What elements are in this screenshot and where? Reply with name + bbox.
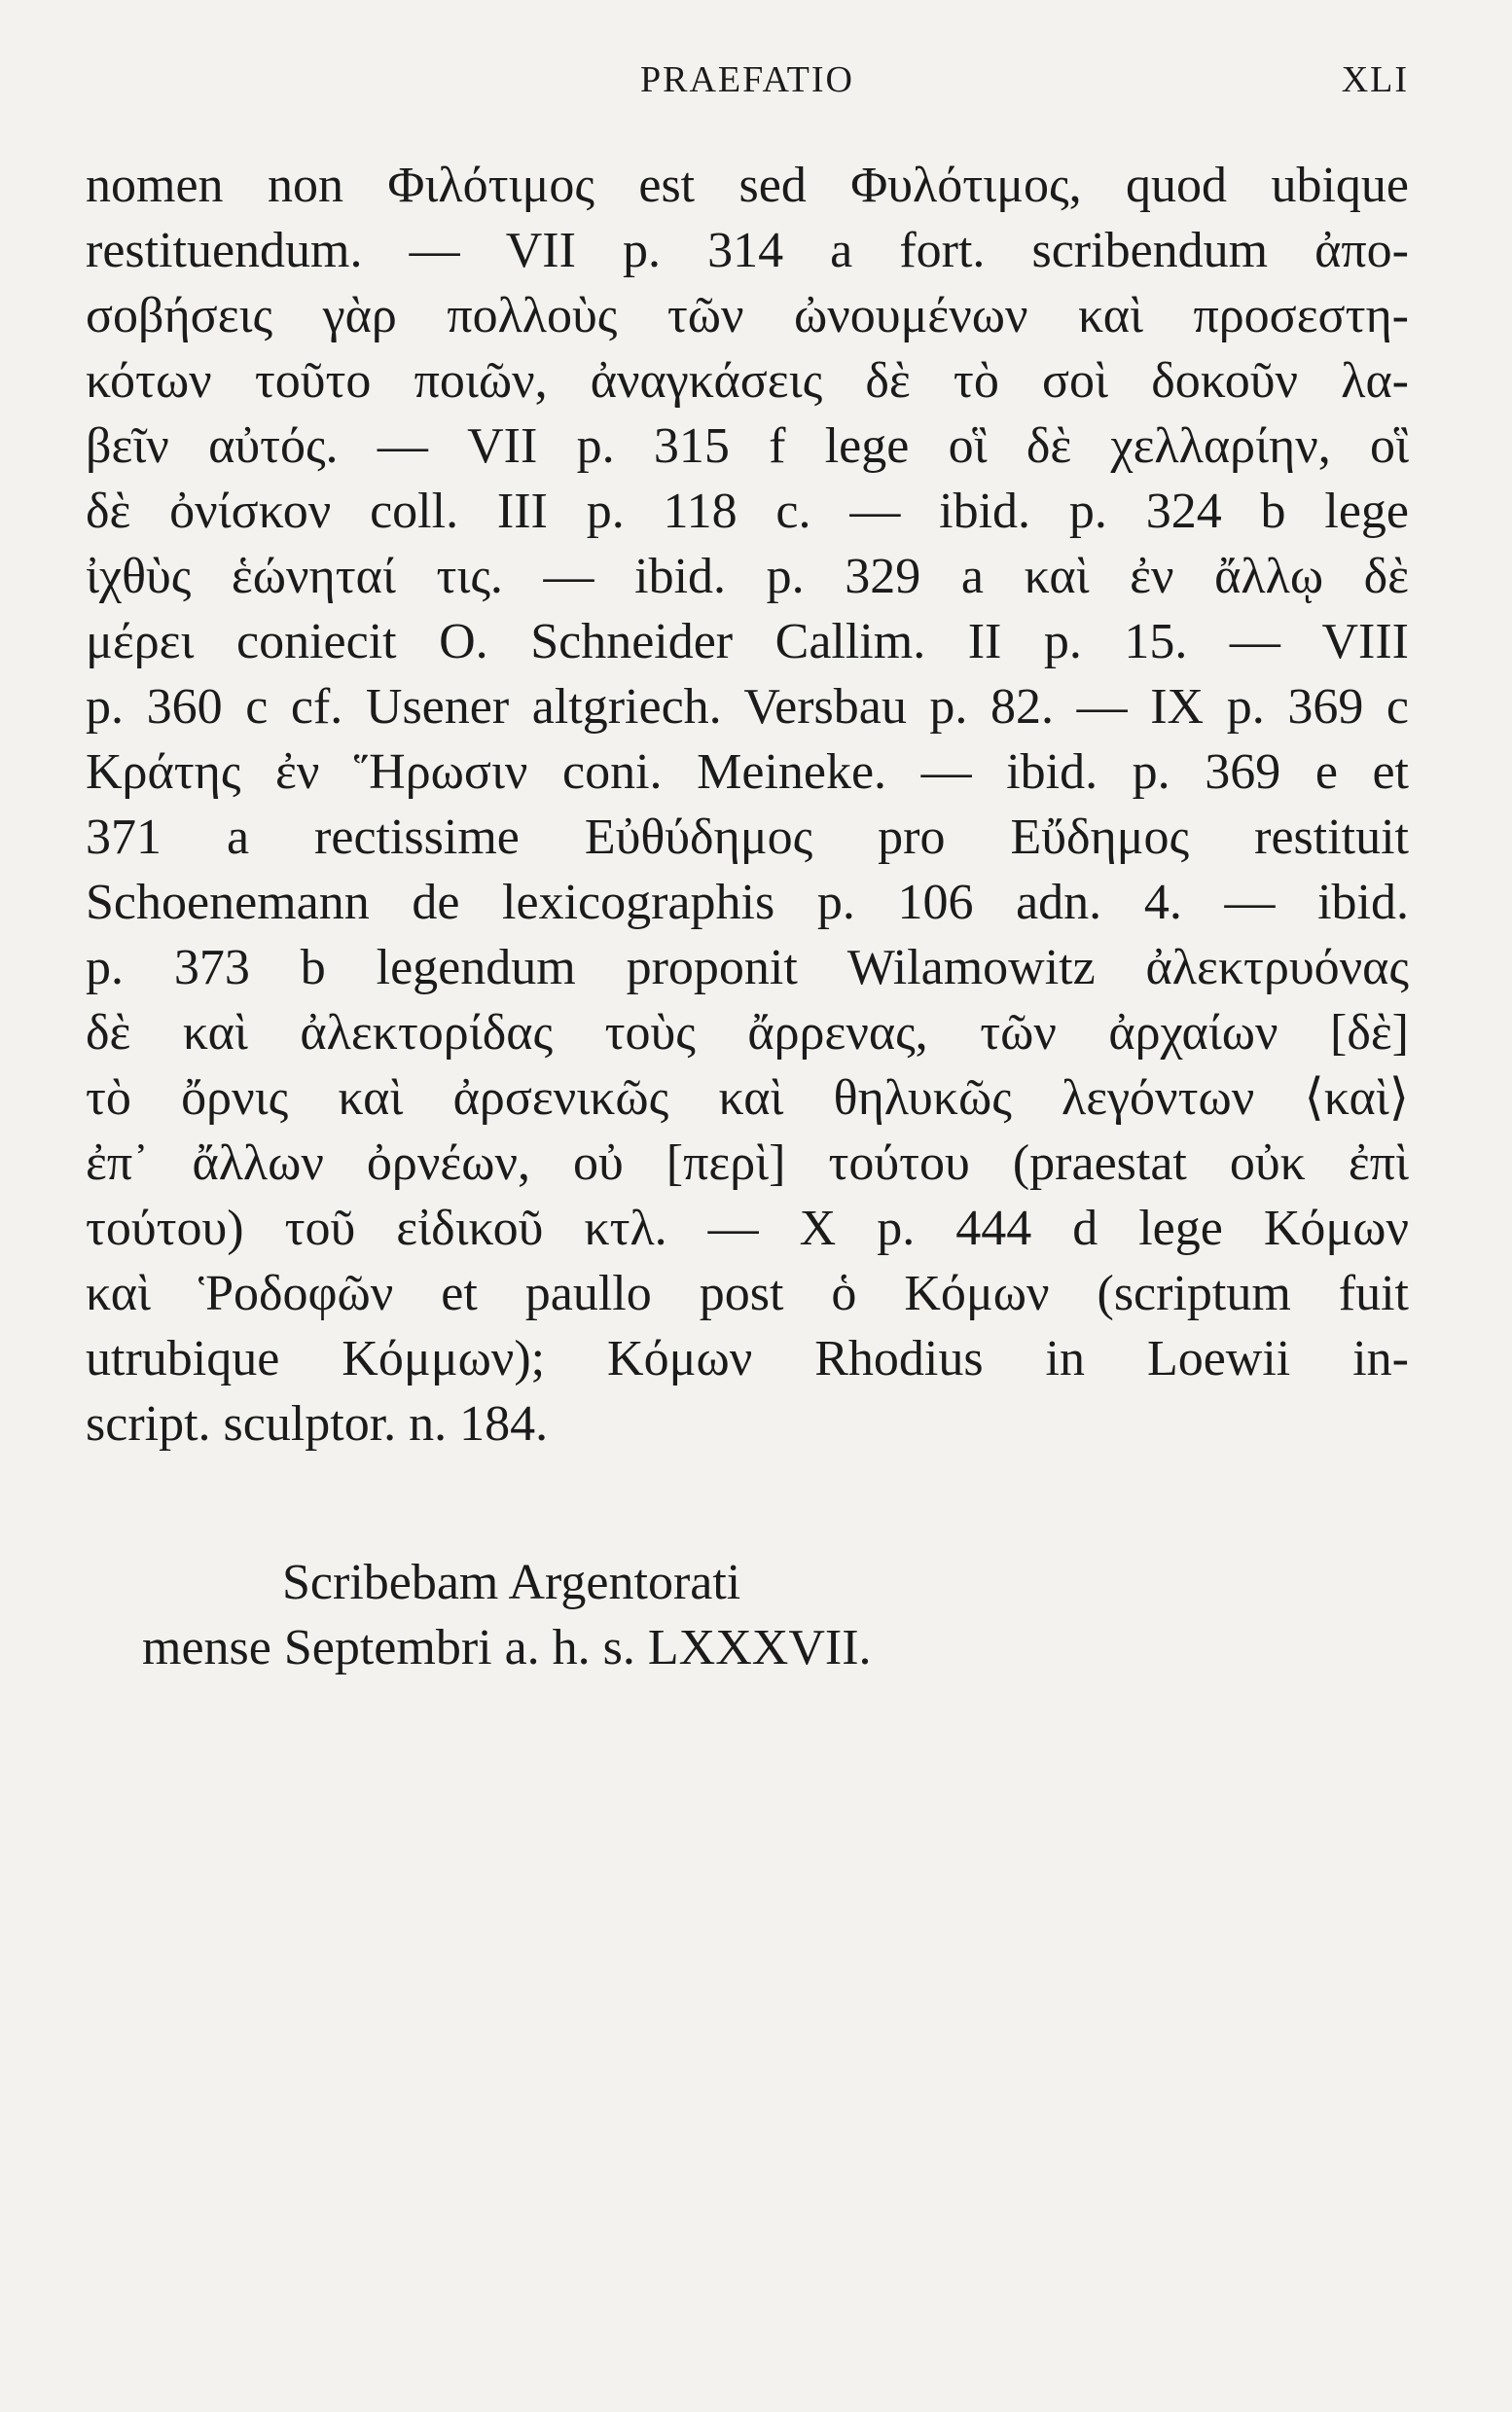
text-line: 371 a rectissime Εὐθύδημος pro Εὔδημος restituit [86,810,1409,865]
text-line: σοβήσεις γὰρ πολλοὺς τῶν ὠνουμένων καὶ προσεστη- [86,288,1409,343]
signature-date: mense Septembri a. h. s. LXXXVII. [142,1620,872,1675]
text-line: Κράτης ἐν Ἥρωσιν coni. Meineke. — ibid. p. 369 e et [86,744,1409,800]
text-line: ἐπ᾽ ἄλλων ὀρνέων, οὐ [περὶ] τούτου (praestat οὐκ ἐπὶ [86,1135,1409,1191]
text-line: τούτου) τοῦ εἰδικοῦ κτλ. — X p. 444 d lege Κόμων [86,1201,1409,1256]
text-line: κότων τοῦτο ποιῶν, ἀναγκάσεις δὲ τὸ σοὶ δοκοῦν λα- [86,353,1409,409]
text-line: restituendum. — VII p. 314 a fort. scribendum ἀπο- [86,223,1409,278]
text-line: nomen non Φιλότιμος est sed Φυλότιμος, quod ubique [86,158,1409,213]
text-line: p. 373 b legendum proponit Wilamowitz ἀλεκτρυόνας [86,940,1409,995]
text-line: βεῖν αὐτός. — VII p. 315 f lege οἳ δὲ χελλαρίην, οἳ [86,418,1409,474]
text-line: μέρει coniecit O. Schneider Callim. II p. 15. — VIII [86,614,1409,669]
text-line: δὲ καὶ ἀλεκτορίδας τοὺς ἄρρενας, τῶν ἀρχαίων [δὲ] [86,1005,1409,1061]
signature-place: Scribebam Argentorati [282,1555,741,1610]
body-text [86,153,1409,1457]
text-line: καὶ Ῥοδοφῶν et paullo post ὁ Κόμων (scriptum fuit [86,1266,1409,1321]
text-line: ἰχθὺς ἑώνηταί τις. — ibid. p. 329 a καὶ ἐν ἄλλῳ δὲ [86,549,1409,604]
text-line: τὸ ὄρνις καὶ ἀρσενικῶς καὶ θηλυκῶς λεγόντων ⟨καὶ⟩ [86,1070,1409,1126]
page-header [86,51,1409,109]
signature-block [86,1550,1409,1680]
text-line: δὲ ὀνίσκον coll. III p. 118 c. — ibid. p. 324 b lege [86,484,1409,539]
text-line: script. sculptor. n. 184. [86,1396,549,1452]
text-line: utrubique Κόμμων); Κόμων Rhodius in Loewii in- [86,1331,1409,1386]
page-number: XLI [1341,59,1409,100]
text-line: Schoenemann de lexicographis p. 106 adn. 4. — ibid. [86,875,1409,930]
running-head: PRAEFATIO [640,59,854,100]
text-line: p. 360 c cf. Usener altgriech. Versbau p. 82. — IX p. 369 c [86,679,1409,735]
